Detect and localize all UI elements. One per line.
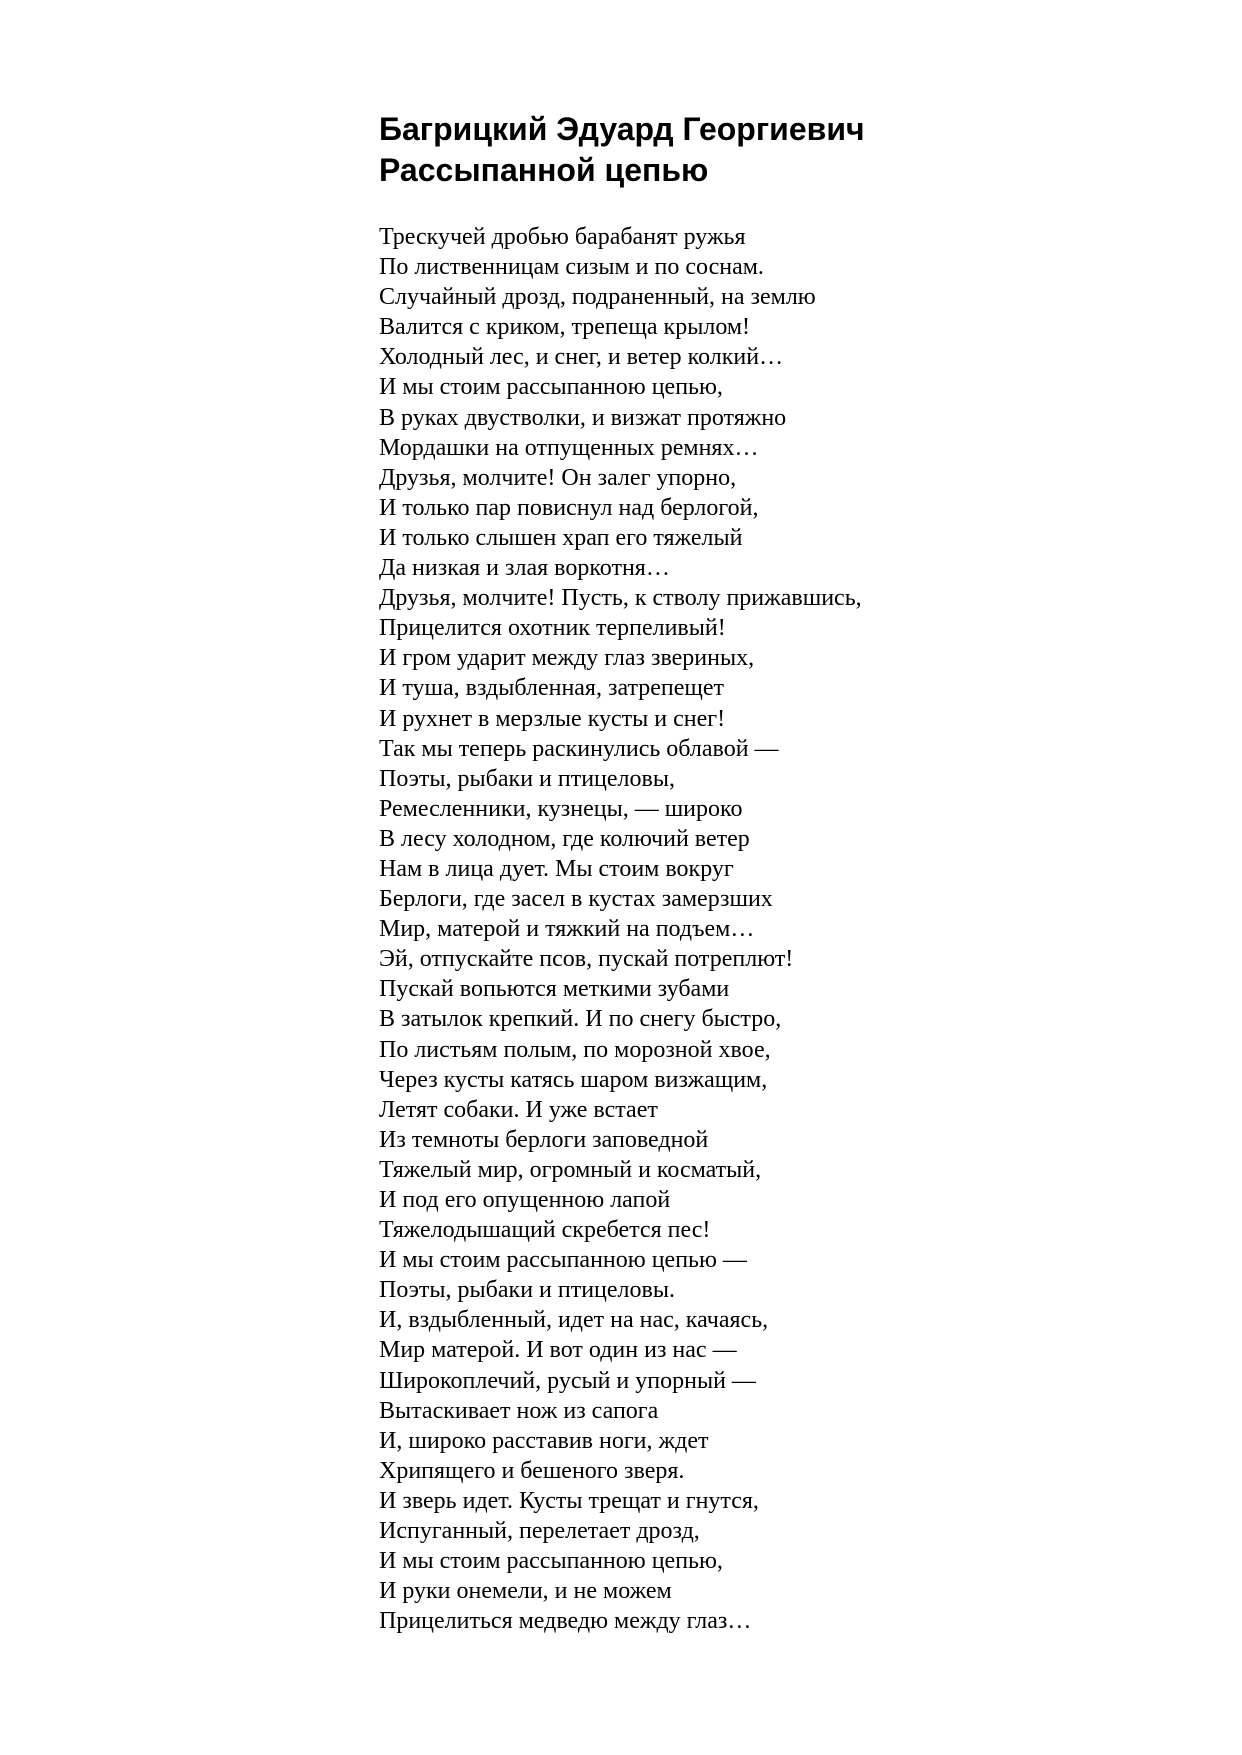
poem-title: Рассыпанной цепью [379, 152, 709, 188]
poem-line: Случайный дрозд, подраненный, на землю [379, 284, 816, 311]
poem-line: И мы стоим рассыпанною цепью — [379, 1247, 747, 1274]
poem-line: Тяжелодышащий скребется пес! [379, 1217, 711, 1244]
document-header [379, 109, 1179, 191]
poem-line: Берлоги, где засел в кустах замерзших [379, 886, 773, 913]
poem-line: Друзья, молчите! Он залег упорно, [379, 464, 737, 491]
poem-line: Поэты, рыбаки и птицеловы, [379, 765, 675, 792]
poem-line: Холодный лес, и снег, и ветер колкий… [379, 344, 784, 371]
poem-line: Трескучей дробью барабанят ружья [379, 224, 746, 250]
poem-line: И, широко расставив ноги, ждет [379, 1427, 709, 1454]
poem-line: Широкоплечий, русый и упорный — [379, 1367, 756, 1394]
poem-line: И мы стоим рассыпанною цепью, [379, 1548, 723, 1575]
poem-line: Мир, матерой и тяжкий на подъем… [379, 916, 755, 943]
poem-line: Валится с криком, трепеща крылом! [379, 314, 751, 341]
poem-line: Испуганный, перелетает дрозд, [379, 1518, 700, 1545]
poem-line: Прицелится охотник терпеливый! [379, 615, 726, 642]
poem-line: И зверь идет. Кусты трещат и гнутся, [379, 1487, 759, 1514]
poem-line: Через кусты катясь шаром визжащим, [379, 1066, 768, 1093]
poem-body [379, 222, 1199, 1636]
poem-line: Прицелиться медведю между глаз… [379, 1608, 752, 1635]
poem-line: И только пар повиснул над берлогой, [379, 494, 759, 521]
poem-line: Эй, отпускайте псов, пускай потреплют! [379, 946, 794, 973]
poem-line: Пускай вопьются меткими зубами [379, 976, 730, 1003]
poem-line: Друзья, молчите! Пусть, к стволу прижавшись, [379, 585, 862, 612]
poem-line: Нам в лица дует. Мы стоим вокруг [379, 855, 734, 882]
poem-line: Так мы теперь раскинулись облавой — [379, 735, 779, 762]
poem-line: И, вздыбленный, идет на нас, качаясь, [379, 1307, 769, 1334]
poem-line: Хрипящего и бешеного зверя. [379, 1457, 685, 1484]
poem-line: Мир матерой. И вот один из нас — [379, 1337, 737, 1364]
poem-line: Ремесленники, кузнецы, — широко [379, 795, 743, 822]
poem-line: Поэты, рыбаки и птицеловы. [379, 1277, 675, 1304]
poem-line: Тяжелый мир, огромный и косматый, [379, 1156, 762, 1183]
poem-line: В затылок крепкий. И по снегу быстро, [379, 1006, 782, 1033]
poem-line: И гром ударит между глаз звериных, [379, 645, 755, 672]
poem-line: Летят собаки. И уже встает [379, 1096, 658, 1123]
author-name: Багрицкий Эдуард Георгиевич [379, 111, 865, 147]
poem-line: В руках двустволки, и визжат протяжно [379, 404, 787, 431]
poem-line: И туша, вздыбленная, затрепещет [379, 675, 725, 702]
poem-line: Мордашки на отпущенных ремнях… [379, 434, 759, 461]
poem-line: И руки онемели, и не можем [379, 1578, 672, 1605]
poem-line: Вытаскивает нож из сапога [379, 1397, 659, 1424]
poem-line: Из темноты берлоги заповедной [379, 1126, 709, 1153]
poem-line: По лиственницам сизым и по соснам. [379, 254, 764, 281]
poem-line: Да низкая и злая воркотня… [379, 555, 670, 582]
poem-line: И только слышен храп его тяжелый [379, 524, 743, 551]
poem-line: По листьям полым, по морозной хвое, [379, 1036, 771, 1063]
poem-line: И мы стоим рассыпанною цепью, [379, 374, 723, 401]
poem-line: И под его опущенною лапой [379, 1187, 671, 1213]
poem-line: В лесу холодном, где колючий ветер [379, 825, 750, 852]
poem-line: И рухнет в мерзлые кусты и снег! [379, 705, 726, 732]
